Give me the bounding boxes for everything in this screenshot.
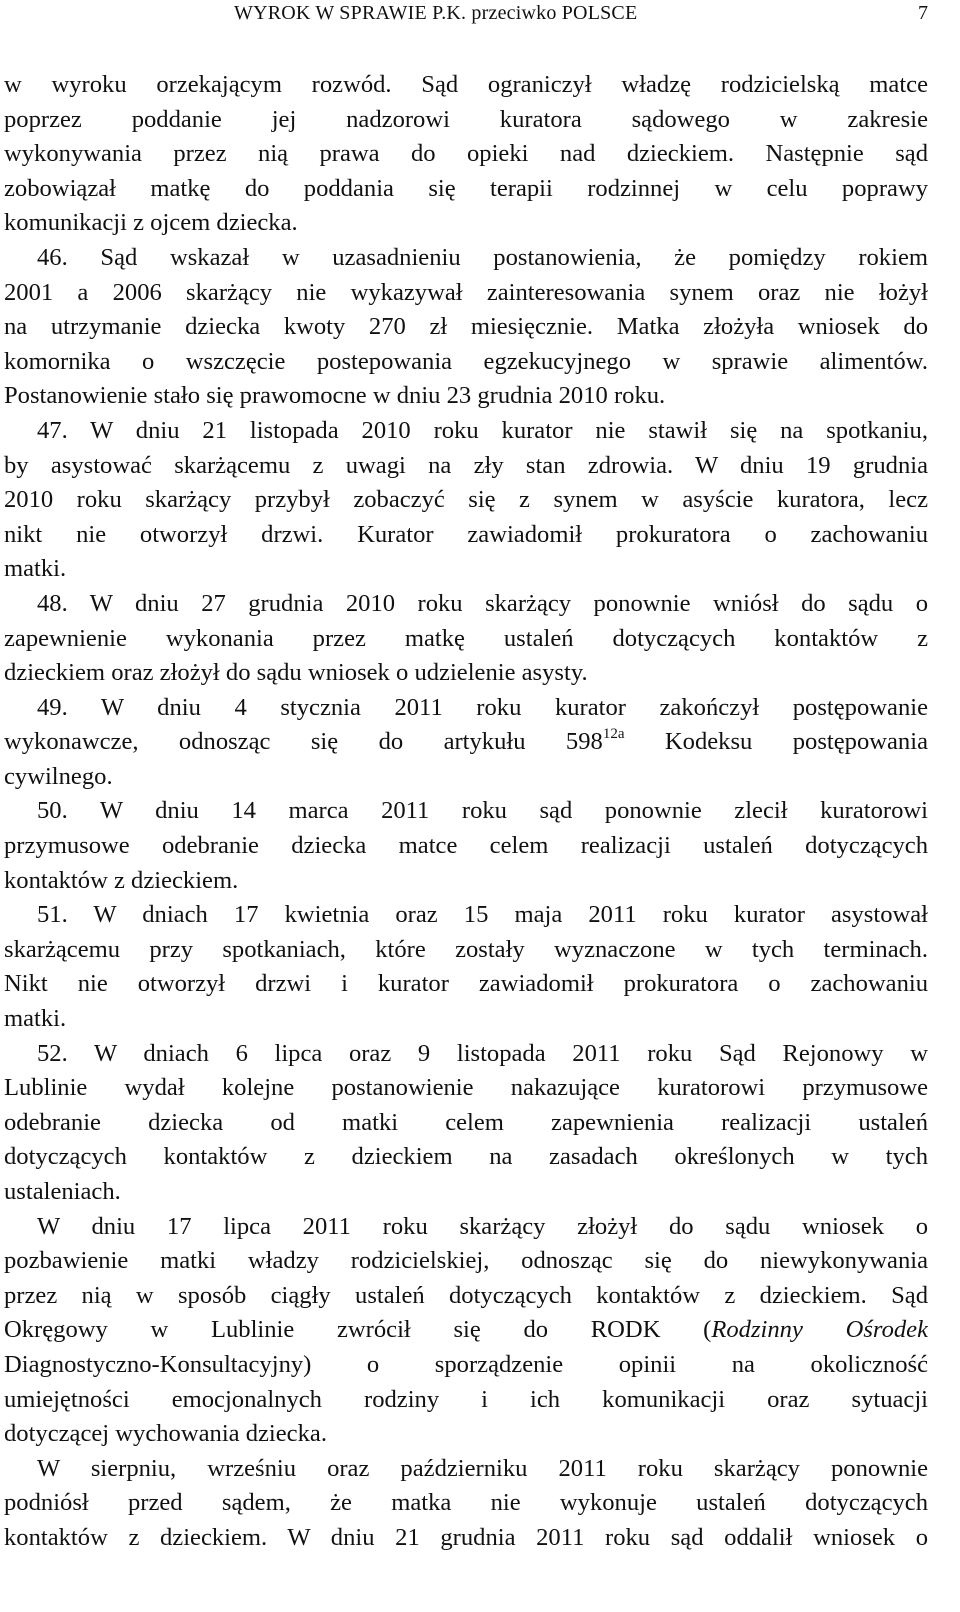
article-text: wykonawcze, odnosząc się do artykułu 598 xyxy=(4,728,603,756)
text-line: Lublinie wydał kolejne postanowienie nakazujące kuratorowi przymusowe xyxy=(4,1074,928,1102)
paragraph-53 xyxy=(4,1210,928,1452)
text-line: nikt nie otworzył drzwi. Kurator zawiadomił prokuratora o zachowaniu xyxy=(4,520,928,548)
code-text: Kodeksu postępowania xyxy=(624,728,928,756)
text-line: w wyroku orzekającym rozwód. Sąd ograniczył władzę rodzicielską matce xyxy=(4,71,928,98)
text-line: Diagnostyczno-Konsultacyjny) o sporządzenie opinii na okoliczność xyxy=(4,1350,928,1378)
paragraph-54 xyxy=(4,1452,928,1556)
text-line: podniósł przed sądem, że matka nie wykonuje ustaleń dotyczących xyxy=(4,1489,928,1517)
text-line: 2001 a 2006 skarżący nie wykazywał zainteresowania synem oraz nie łożył xyxy=(4,278,928,306)
text-line: kontaktów z dzieckiem. W dniu 21 grudnia 2011 roku sąd oddalił wniosek o xyxy=(4,1523,928,1551)
text-line: matki. xyxy=(4,1005,67,1033)
text-line: Nikt nie otworzył drzwi i kurator zawiadomił prokuratora o zachowaniu xyxy=(4,970,928,998)
paragraph-48 xyxy=(4,587,928,691)
text-line: komornika o wszczęcie postepowania egzekucyjnego w sprawie alimentów. xyxy=(4,347,928,375)
text-line: poprzez poddanie jej nadzorowi kuratora sądowego w zakresie xyxy=(4,105,928,133)
text-line: 52. W dniach 6 lipca oraz 9 listopada 2011 roku Sąd Rejonowy w xyxy=(37,1039,928,1067)
text-line: zobowiązał matkę do poddania się terapii rodzinnej w celu poprawy xyxy=(4,174,928,202)
paragraph-52 xyxy=(4,1037,928,1210)
rodk-italic-name: Rodzinny Ośrodek xyxy=(711,1316,928,1344)
page-number: 7 xyxy=(918,2,928,24)
paragraph-47 xyxy=(4,414,928,587)
text-line-with-italic xyxy=(4,1313,928,1348)
text-line: pozbawienie matki władzy rodzicielskiej, odnosząc się do niewykonywania xyxy=(4,1247,928,1275)
court-text: Okręgowy w Lublinie zwrócił się do RODK ( xyxy=(4,1316,712,1344)
page-header xyxy=(4,0,928,26)
document-body xyxy=(4,68,928,1556)
text-line: umiejętności emocjonalnych rodziny i ich komunikacji oraz sytuacji xyxy=(4,1385,928,1413)
text-line: skarżącemu przy spotkaniach, które zostały wyznaczone w tych terminach. xyxy=(4,935,928,963)
paragraph-46 xyxy=(4,241,928,414)
text-line: 2010 roku skarżący przybył zobaczyć się z synem w asyście kuratora, lecz xyxy=(4,486,928,514)
text-line: na utrzymanie dziecka kwoty 270 zł miesięcznie. Matka złożyła wniosek do xyxy=(4,313,928,341)
text-line: matki. xyxy=(4,555,67,583)
paragraph-49 xyxy=(4,691,928,795)
article-superscript: 12a xyxy=(602,726,625,743)
text-line: 48. W dniu 27 grudnia 2010 roku skarżący ponownie wniósł do sądu o xyxy=(37,589,928,617)
paragraph-45-continuation xyxy=(4,68,928,241)
text-line: 50. W dniu 14 marca 2011 roku sąd ponownie zlecił kuratorowi xyxy=(37,797,928,825)
text-line: 47. W dniu 21 listopada 2010 roku kurator nie stawił się na spotkaniu, xyxy=(37,416,928,444)
text-line: odebranie dziecka od matki celem zapewnienia realizacji ustaleń xyxy=(4,1108,928,1136)
text-line: kontaktów z dzieckiem. xyxy=(4,866,239,894)
text-line-with-superscript xyxy=(4,725,928,760)
paragraph-51 xyxy=(4,898,928,1036)
text-line: dzieckiem oraz złożył do sądu wniosek o udzielenie asysty. xyxy=(4,659,588,687)
text-line: zapewnienie wykonania przez matkę ustaleń dotyczących kontaktów z xyxy=(4,624,928,652)
text-line: 49. W dniu 4 stycznia 2011 roku kurator zakończył postępowanie xyxy=(37,693,928,721)
paragraph-50 xyxy=(4,794,928,898)
text-line: ustaleniach. xyxy=(4,1178,121,1205)
text-line: Postanowienie stało się prawomocne w dniu 23 grudnia 2010 roku. xyxy=(4,382,666,410)
text-line: dotyczących kontaktów z dzieckiem na zasadach określonych w tych xyxy=(4,1143,928,1171)
text-line: 51. W dniach 17 kwietnia oraz 15 maja 2011 roku kurator asystował xyxy=(37,901,928,929)
text-line: cywilnego. xyxy=(4,762,113,790)
text-line: W sierpniu, wrześniu oraz październiku 2011 roku skarżący ponownie xyxy=(37,1454,928,1482)
text-line: W dniu 17 lipca 2011 roku skarżący złożył do sądu wniosek o xyxy=(37,1212,928,1240)
running-title: WYROK W SPRAWIE P.K. przeciwko POLSCE xyxy=(234,2,638,24)
text-line: by asystować skarżącemu z uwagi na zły stan zdrowia. W dniu 19 grudnia xyxy=(4,451,928,479)
text-line: 46. Sąd wskazał w uzasadnieniu postanowienia, że pomiędzy rokiem xyxy=(37,243,928,271)
text-line: dotyczącej wychowania dziecka. xyxy=(4,1420,327,1448)
text-line: wykonywania przez nią prawa do opieki nad dzieckiem. Następnie sąd xyxy=(4,140,928,168)
text-line: przymusowe odebranie dziecka matce celem realizacji ustaleń dotyczących xyxy=(4,832,928,860)
text-line: komunikacji z ojcem dziecka. xyxy=(4,209,298,237)
text-line: przez nią w sposób ciągły ustaleń dotyczących kontaktów z dzieckiem. Sąd xyxy=(4,1281,928,1309)
